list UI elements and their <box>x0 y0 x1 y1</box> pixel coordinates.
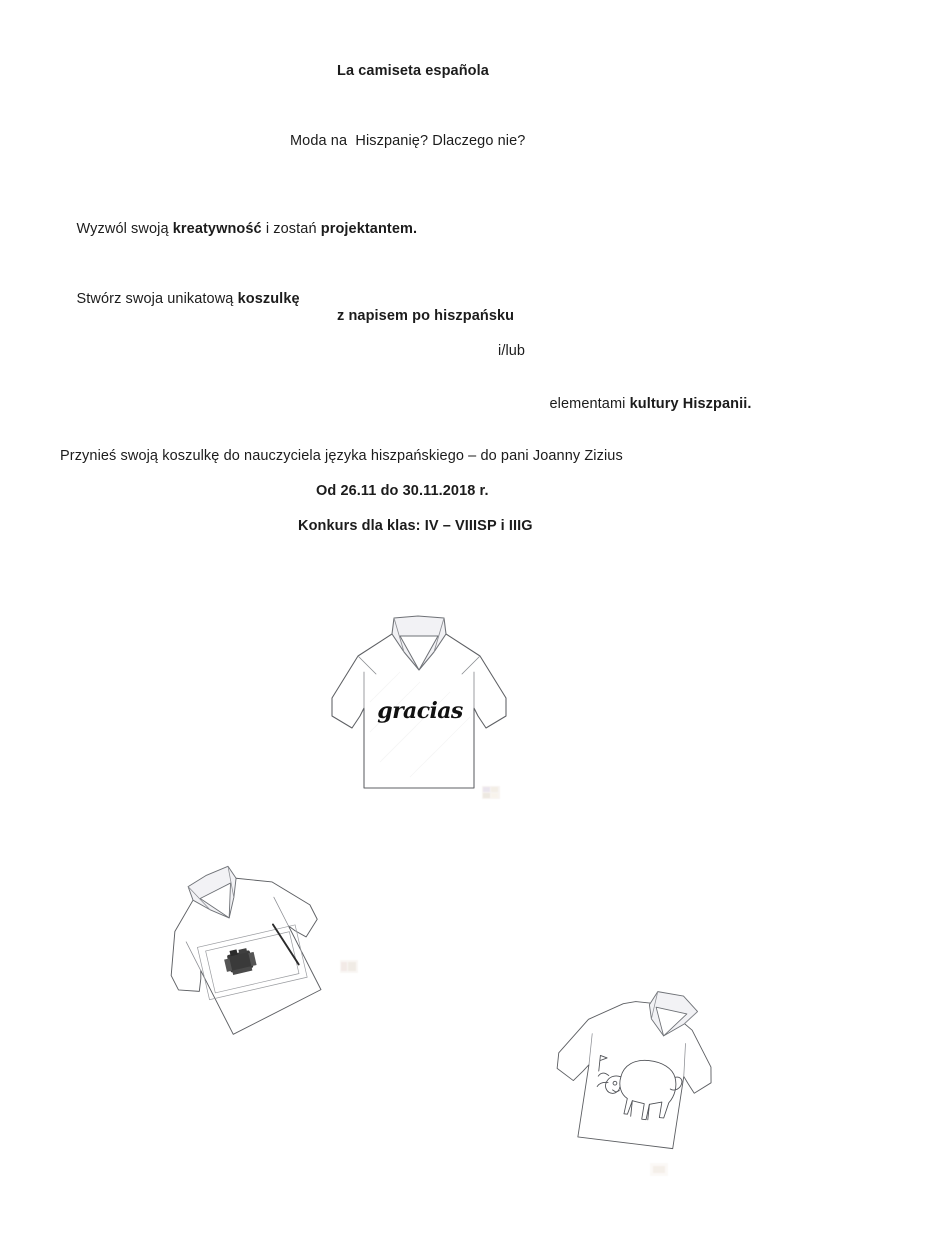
shirt-print-text: gracias <box>377 698 463 724</box>
subtitle-line: Moda na Hiszpanię? Dlaczego nie? <box>290 133 526 149</box>
creativity-text-plain-1: Wyzwól swoją <box>76 221 173 238</box>
culture-elements-line <box>533 377 751 431</box>
creativity-text-bold-2: projektantem. <box>320 221 418 238</box>
thumbnail-artifact <box>482 786 500 799</box>
creativity-line <box>60 202 417 256</box>
shirt-framed-print-drawing <box>122 828 368 1066</box>
shirt-gracias-drawing <box>320 612 520 802</box>
polo-shirt-framed-print-illustration <box>122 828 368 1066</box>
spanish-inscription-line: z napisem po hiszpańsku <box>337 308 515 324</box>
contest-dates-line: Od 26.11 do 30.11.2018 r. <box>316 483 489 499</box>
create-shirt-text-plain: Stwórz swoja unikatową <box>76 291 238 308</box>
create-shirt-text-bold: koszulkę <box>237 291 300 308</box>
thumbnail-artifact <box>650 1163 668 1176</box>
culture-text-bold: kultury Hiszpanii. <box>629 396 752 413</box>
shirt-body-outline <box>550 994 719 1152</box>
creativity-text-bold-1: kreatywność <box>172 221 262 238</box>
polo-shirt-gracias-illustration <box>320 612 520 802</box>
contest-classes-line: Konkurs dla klas: IV – VIIISP i IIIG <box>298 518 533 534</box>
thumbnail-artifact <box>340 960 358 973</box>
and-or-line: i/lub <box>498 343 526 359</box>
page-title: La camiseta española <box>337 63 489 79</box>
shirt-bull-drawing <box>540 979 731 1161</box>
creativity-text-plain-2: i zostań <box>261 221 321 238</box>
create-shirt-line <box>60 272 300 326</box>
delivery-instruction-line: Przynieś swoją koszulkę do nauczyciela języka hiszpańskiego – do pani Joanny Zizius <box>60 448 623 464</box>
polo-shirt-bull-illustration <box>540 979 731 1161</box>
culture-text-plain: elementami <box>549 396 630 413</box>
